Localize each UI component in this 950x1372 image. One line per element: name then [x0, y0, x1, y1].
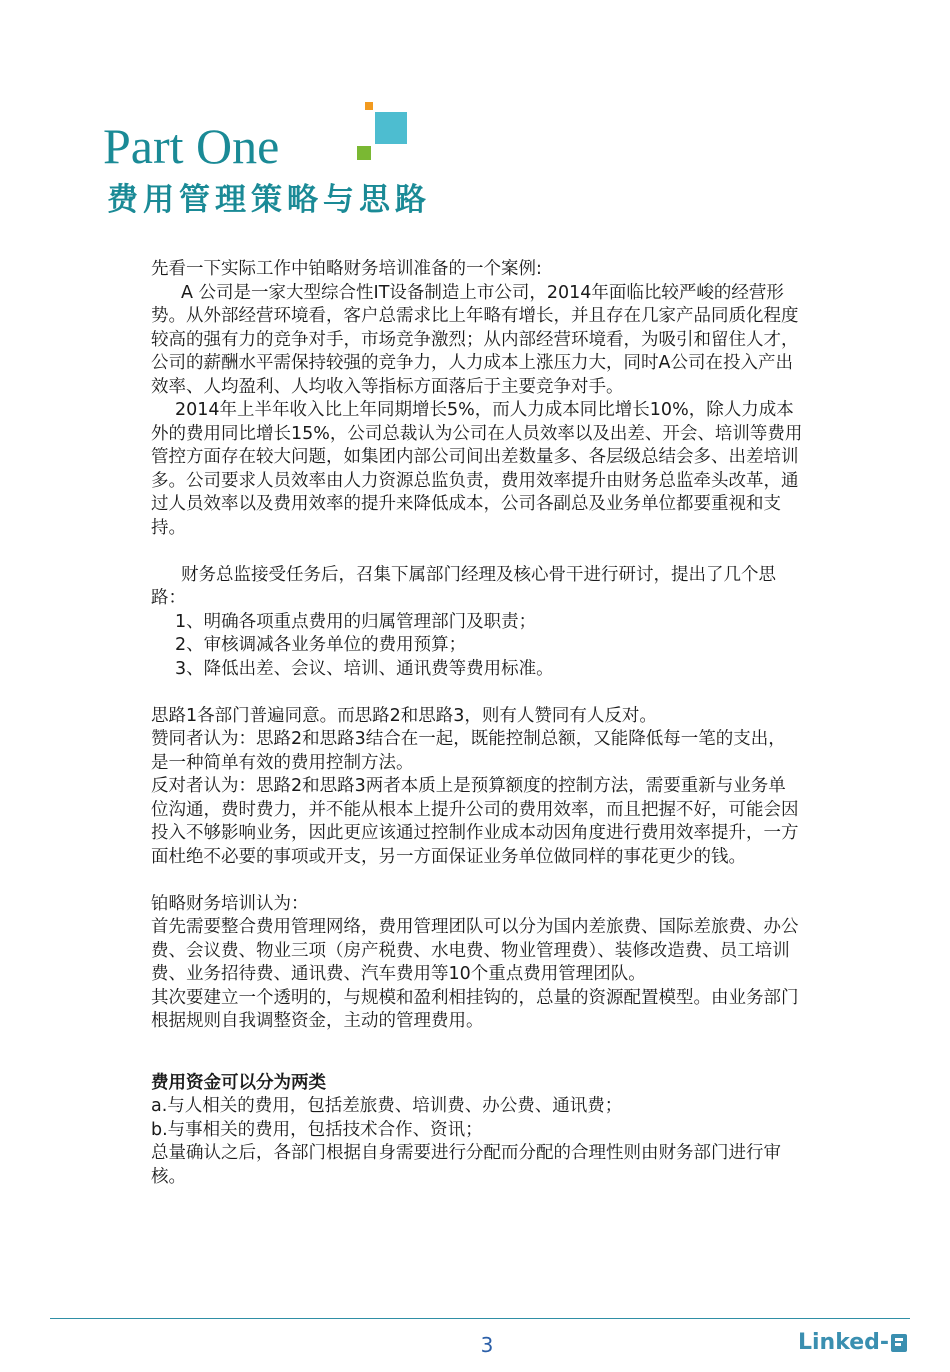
categories-conclusion: 总量确认之后，各部门根据自身需要进行分配而分配的合理性则由财务部门进行审核。 [151, 1143, 781, 1187]
categories-heading: 费用资金可以分为两类 [151, 1072, 326, 1093]
green-square-icon [357, 146, 371, 160]
blue-square-icon [375, 112, 407, 144]
footer-divider [50, 1318, 910, 1319]
idea-item-1: 1、明确各项重点费用的归属管理部门及职责； [175, 611, 537, 632]
advice-first: 首先需要整合费用管理网络，费用管理团队可以分为国内差旅费、国际差旅费、办公费、会议费、物业三项（房产税费、水电费、物业管理费）、装修改造费、员工培训费、业务招待费、通讯费、汽车费用等10个重点费用管理团队。 [151, 917, 799, 984]
advice-second: 其次要建立一个透明的，与规模和盈利相挂钩的，总量的资源配置模型。由业务部门根据规则自我调整资金，主动的管理费用。 [151, 987, 799, 1031]
supporters-opinion: 赞同者认为：思路2和思路3结合在一起，既能控制总额，又能降低每一笔的支出，是一种简单有效的费用控制方法。 [151, 729, 786, 773]
case-paragraph-2: 2014年上半年收入比上年同期增长5%，而人力成本同比增长10%，除人力成本外的费用同比增长15%，公司总裁认为公司在人员效率以及出差、开会、培训等费用管控方面存在较大问题，如集团内部公司间出差数量多、各层级总结会多、出差培训多。公司要求人员效率由人力资源总监负责，费用效率提升由财务总监牵头改革，通过人员效率以及费用效率的提升来降低成本，公司各副总及业务单位都要重视和支持。 [151, 400, 803, 538]
category-a: a.与人相关的费用，包括差旅费、培训费、办公费、通讯费； [151, 1096, 623, 1116]
page-header [103, 118, 503, 228]
category-b: b.与事相关的费用，包括技术合作、资讯； [151, 1119, 483, 1140]
orange-square-icon [365, 102, 373, 110]
spacer [151, 1034, 803, 1072]
opinion-summary: 思路1各部门普遍同意。而思路2和思路3，则有人赞同有人反对。 [151, 705, 657, 726]
spacer [151, 869, 803, 893]
opponents-opinion: 反对者认为：思路2和思路3两者本质上是预算额度的控制方法，需要重新与业务单位沟通，费时费力，并不能从根本上提升公司的费用效率，而且把握不好，可能会因投入不够影响业务，因此更应该通过控制作业成本动因角度进行费用效率提升，一方面杜绝不必要的事项或开支，另一方面保证业务单位做同样的事花更少的钱。 [151, 776, 799, 867]
intro-line: 先看一下实际工作中铂略财务培训准备的一个案例: [151, 259, 542, 279]
brand-text: Linked- [798, 1330, 890, 1355]
idea-item-3: 3、降低出差、会议、培训、通讯费等费用标准。 [175, 658, 554, 679]
decorative-squares-icon [357, 102, 409, 160]
document-body [151, 258, 803, 1189]
brand-logo [798, 1330, 907, 1356]
cfo-paragraph: 财务总监接受任务后，召集下属部门经理及核心骨干进行研讨，提出了几个思路： [151, 564, 776, 608]
advice-intro: 铂略财务培训认为： [151, 893, 309, 914]
linked-f-logo-icon [891, 1334, 907, 1352]
page-number: 3 [480, 1333, 494, 1357]
spacer [151, 540, 803, 564]
case-paragraph-1: A 公司是一家大型综合性IT设备制造上市公司，2014年面临比较严峻的经营形势。从外部经营环境看，客户总需求比上年略有增长，并且存在几家产品同质化程度较高的强有力的竞争对手，市场竞争激烈；从内部经营环境看，为吸引和留住人才，公司的薪酬水平需保持较强的竞争力，人力成本上涨压力大，同时A公司在投入产出效率、人均盈利、人均收入等指标方面落后于主要竞争对手。 [151, 282, 799, 397]
idea-item-2: 2、审核调减各业务单位的费用预算； [175, 635, 467, 655]
part-title: Part One [103, 118, 280, 174]
section-subtitle: 费用管理策略与思路 [107, 182, 431, 218]
spacer [151, 681, 803, 705]
